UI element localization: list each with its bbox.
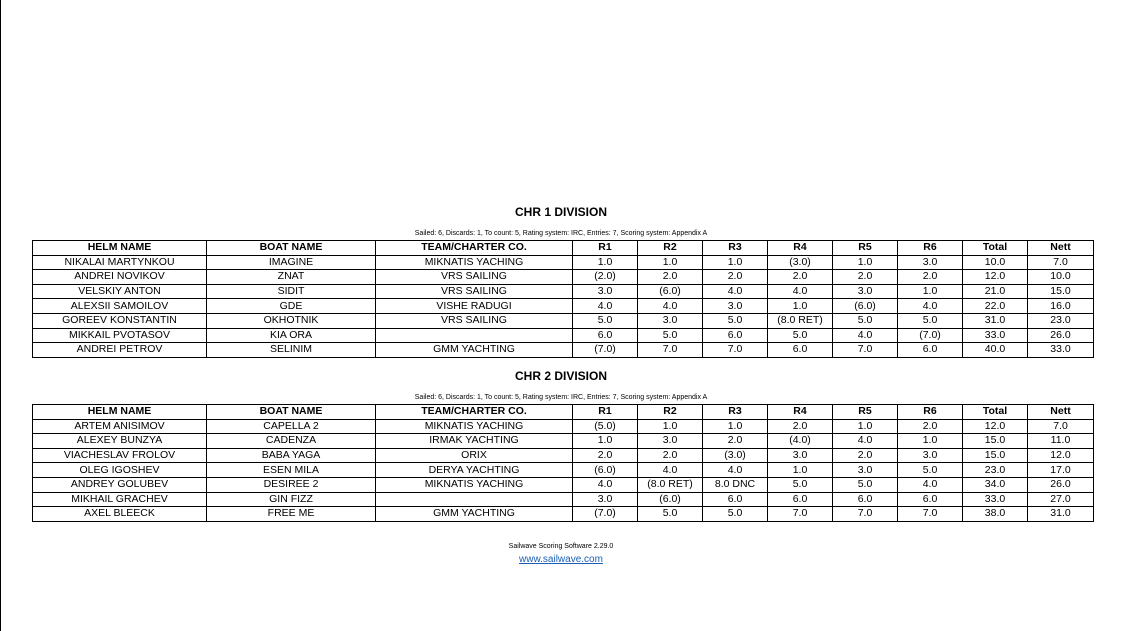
table-cell: 3.0 — [833, 463, 898, 478]
division-1-title: CHR 1 DIVISION — [514, 205, 607, 219]
table-cell: 5.0 — [898, 313, 963, 328]
table-cell: GMM YACHTING — [376, 507, 573, 522]
table-cell: 6.0 — [768, 343, 833, 358]
table-cell: 15.0 — [1028, 284, 1094, 299]
table-cell: (4.0) — [768, 434, 833, 449]
table-cell: 6.0 — [703, 328, 768, 343]
table-cell: 3.0 — [833, 284, 898, 299]
table-cell: IMAGINE — [207, 255, 376, 270]
table-cell — [376, 328, 573, 343]
column-header: R6 — [898, 241, 963, 256]
table-cell: VRS SAILING — [376, 284, 573, 299]
table-cell: 5.0 — [833, 477, 898, 492]
table-cell: 1.0 — [573, 434, 638, 449]
table-cell: 15.0 — [963, 434, 1028, 449]
table-cell: GOREEV KONSTANTIN — [33, 313, 207, 328]
table-cell: 7.0 — [898, 507, 963, 522]
table-cell: BABA YAGA — [207, 448, 376, 463]
table-cell: (7.0) — [573, 343, 638, 358]
table-cell: MIKKAIL PVOTASOV — [33, 328, 207, 343]
column-header: HELM NAME — [33, 241, 207, 256]
table-cell: 10.0 — [963, 255, 1028, 270]
table-cell: 4.0 — [703, 463, 768, 478]
table-cell: 3.0 — [898, 448, 963, 463]
table-cell: 3.0 — [573, 492, 638, 507]
table-cell: OKHOTNIK — [207, 313, 376, 328]
table-cell: 2.0 — [898, 419, 963, 434]
table-cell: (8.0 RET) — [638, 477, 703, 492]
table-row — [33, 492, 1094, 507]
table-row — [33, 419, 1094, 434]
table-cell: 4.0 — [768, 284, 833, 299]
column-header: Nett — [1028, 405, 1094, 420]
table-cell: 4.0 — [573, 299, 638, 314]
table-cell: 34.0 — [963, 477, 1028, 492]
table-cell: ANDREY GOLUBEV — [33, 477, 207, 492]
table-cell: 4.0 — [898, 477, 963, 492]
table-row — [33, 255, 1094, 270]
table-cell: 5.0 — [898, 463, 963, 478]
column-header: R5 — [833, 405, 898, 420]
table-cell: 7.0 — [833, 507, 898, 522]
column-header: R1 — [573, 405, 638, 420]
table-cell: SIDIT — [207, 284, 376, 299]
table-row — [33, 284, 1094, 299]
table-cell: 5.0 — [768, 328, 833, 343]
table-cell: 7.0 — [1028, 255, 1094, 270]
table-cell: 2.0 — [573, 448, 638, 463]
table-cell: 12.0 — [963, 419, 1028, 434]
table-row — [33, 270, 1094, 285]
table-cell: 33.0 — [963, 492, 1028, 507]
table-cell: 3.0 — [573, 284, 638, 299]
table-row — [33, 343, 1094, 358]
column-header: R2 — [638, 241, 703, 256]
table-cell: GMM YACHTING — [376, 343, 573, 358]
table-cell: 5.0 — [638, 328, 703, 343]
table-row — [33, 313, 1094, 328]
table-cell: 2.0 — [703, 270, 768, 285]
table-cell: ORIX — [376, 448, 573, 463]
table-cell: VIACHESLAV FROLOV — [33, 448, 207, 463]
division-1-summary: Sailed: 6, Discards: 1, To count: 5, Rating system: IRC, Entries: 7, Scoring system: Appendix A — [414, 230, 708, 237]
division-1-results-table — [32, 240, 1094, 358]
division-2-title: CHR 2 DIVISION — [514, 369, 607, 383]
table-cell: 26.0 — [1028, 328, 1094, 343]
table-cell: (7.0) — [573, 507, 638, 522]
table-cell: KIA ORA — [207, 328, 376, 343]
table-cell: 27.0 — [1028, 492, 1094, 507]
table-cell: VRS SAILING — [376, 270, 573, 285]
table-cell: 1.0 — [638, 419, 703, 434]
table-cell: 4.0 — [833, 434, 898, 449]
table-cell: 6.0 — [703, 492, 768, 507]
results-header-row — [33, 241, 1094, 256]
column-header: R4 — [768, 405, 833, 420]
table-cell: ARTEM ANISIMOV — [33, 419, 207, 434]
table-cell: 4.0 — [638, 463, 703, 478]
table-row — [33, 434, 1094, 449]
table-cell: VELSKIY ANTON — [33, 284, 207, 299]
table-cell: 23.0 — [1028, 313, 1094, 328]
table-cell: GIN FIZZ — [207, 492, 376, 507]
sailwave-link[interactable]: www.sailwave.com — [519, 554, 603, 565]
table-cell: 6.0 — [573, 328, 638, 343]
table-cell: 4.0 — [833, 328, 898, 343]
table-cell: 7.0 — [768, 507, 833, 522]
table-cell: (2.0) — [573, 270, 638, 285]
table-cell: 12.0 — [1028, 448, 1094, 463]
column-header: R3 — [703, 405, 768, 420]
table-cell: (3.0) — [703, 448, 768, 463]
table-cell: ZNAT — [207, 270, 376, 285]
division-2-summary: Sailed: 6, Discards: 1, To count: 5, Rating system: IRC, Entries: 7, Scoring system: Appendix A — [414, 394, 708, 401]
table-cell: 23.0 — [963, 463, 1028, 478]
table-cell: 6.0 — [898, 492, 963, 507]
table-cell: (6.0) — [573, 463, 638, 478]
table-cell: 26.0 — [1028, 477, 1094, 492]
table-cell — [376, 492, 573, 507]
table-cell: (8.0 RET) — [768, 313, 833, 328]
table-cell: (6.0) — [638, 492, 703, 507]
table-cell: 38.0 — [963, 507, 1028, 522]
table-cell: 1.0 — [703, 255, 768, 270]
table-cell: 1.0 — [703, 419, 768, 434]
table-cell: 1.0 — [833, 419, 898, 434]
table-cell: 3.0 — [638, 434, 703, 449]
table-cell: VISHE RADUGI — [376, 299, 573, 314]
table-cell: 2.0 — [703, 434, 768, 449]
table-cell: 10.0 — [1028, 270, 1094, 285]
table-cell: 31.0 — [1028, 507, 1094, 522]
table-cell: 1.0 — [573, 255, 638, 270]
column-header: BOAT NAME — [207, 241, 376, 256]
table-cell: 2.0 — [638, 448, 703, 463]
table-cell: ANDREI NOVIKOV — [33, 270, 207, 285]
table-cell: 21.0 — [963, 284, 1028, 299]
table-cell: 8.0 DNC — [703, 477, 768, 492]
column-header: R6 — [898, 405, 963, 420]
table-row — [33, 448, 1094, 463]
table-cell: 2.0 — [768, 270, 833, 285]
table-cell: (6.0) — [638, 284, 703, 299]
table-cell: MIKNATIS YACHING — [376, 255, 573, 270]
table-row — [33, 299, 1094, 314]
table-cell: 1.0 — [768, 463, 833, 478]
table-cell: 40.0 — [963, 343, 1028, 358]
table-cell: 5.0 — [703, 313, 768, 328]
table-cell: NIKALAI MARTYNKOU — [33, 255, 207, 270]
table-cell: 3.0 — [768, 448, 833, 463]
table-cell: 1.0 — [898, 284, 963, 299]
column-header: R4 — [768, 241, 833, 256]
table-cell: 15.0 — [963, 448, 1028, 463]
table-cell: 5.0 — [638, 507, 703, 522]
table-cell: DESIREE 2 — [207, 477, 376, 492]
table-cell: 11.0 — [1028, 434, 1094, 449]
table-cell: 33.0 — [1028, 343, 1094, 358]
table-cell: 4.0 — [638, 299, 703, 314]
results-header-row — [33, 405, 1094, 420]
table-cell: 7.0 — [703, 343, 768, 358]
division-2-results-table — [32, 404, 1094, 522]
table-cell: 2.0 — [833, 448, 898, 463]
table-cell: (3.0) — [768, 255, 833, 270]
table-cell: 31.0 — [963, 313, 1028, 328]
column-header: R3 — [703, 241, 768, 256]
table-cell: 4.0 — [573, 477, 638, 492]
table-cell: 6.0 — [833, 492, 898, 507]
table-cell: 7.0 — [833, 343, 898, 358]
table-cell: 4.0 — [703, 284, 768, 299]
table-cell: 1.0 — [898, 434, 963, 449]
table-cell: 2.0 — [768, 419, 833, 434]
table-cell: (6.0) — [833, 299, 898, 314]
table-cell: ANDREI PETROV — [33, 343, 207, 358]
table-cell: 2.0 — [898, 270, 963, 285]
table-cell: 16.0 — [1028, 299, 1094, 314]
table-cell: VRS SAILING — [376, 313, 573, 328]
table-cell: 6.0 — [768, 492, 833, 507]
column-header: Total — [963, 241, 1028, 256]
column-header: BOAT NAME — [207, 405, 376, 420]
table-cell: MIKHAIL GRACHEV — [33, 492, 207, 507]
table-cell: 5.0 — [768, 477, 833, 492]
table-cell: DERYA YACHTING — [376, 463, 573, 478]
table-cell: OLEG IGOSHEV — [33, 463, 207, 478]
table-cell: 2.0 — [638, 270, 703, 285]
column-header: R1 — [573, 241, 638, 256]
column-header: Nett — [1028, 241, 1094, 256]
table-cell: MIKNATIS YACHING — [376, 419, 573, 434]
column-header: HELM NAME — [33, 405, 207, 420]
table-cell: 3.0 — [638, 313, 703, 328]
table-cell: 12.0 — [963, 270, 1028, 285]
page-left-border — [0, 0, 1, 631]
column-header: Total — [963, 405, 1028, 420]
table-cell: 22.0 — [963, 299, 1028, 314]
table-cell: 5.0 — [573, 313, 638, 328]
table-row — [33, 328, 1094, 343]
table-cell: SELINIM — [207, 343, 376, 358]
table-cell: MIKNATIS YACHING — [376, 477, 573, 492]
table-cell: 3.0 — [703, 299, 768, 314]
table-cell: 3.0 — [898, 255, 963, 270]
table-cell: FREE ME — [207, 507, 376, 522]
table-cell: ESEN MILA — [207, 463, 376, 478]
table-cell: ALEXEY BUNZYA — [33, 434, 207, 449]
column-header: R2 — [638, 405, 703, 420]
table-cell: CADENZA — [207, 434, 376, 449]
table-cell: 2.0 — [833, 270, 898, 285]
table-cell: IRMAK YACHTING — [376, 434, 573, 449]
table-row — [33, 477, 1094, 492]
column-header: R5 — [833, 241, 898, 256]
table-cell: 1.0 — [768, 299, 833, 314]
column-header: TEAM/CHARTER CO. — [376, 241, 573, 256]
table-row — [33, 463, 1094, 478]
table-cell: 17.0 — [1028, 463, 1094, 478]
table-cell: 6.0 — [898, 343, 963, 358]
table-row — [33, 507, 1094, 522]
table-cell: 5.0 — [703, 507, 768, 522]
table-cell: 1.0 — [833, 255, 898, 270]
table-cell: 7.0 — [638, 343, 703, 358]
column-header: TEAM/CHARTER CO. — [376, 405, 573, 420]
table-cell: CAPELLA 2 — [207, 419, 376, 434]
software-credit: Sailwave Scoring Software 2.29.0 — [508, 543, 614, 550]
table-cell: (5.0) — [573, 419, 638, 434]
table-cell: (7.0) — [898, 328, 963, 343]
table-cell: AXEL BLEECK — [33, 507, 207, 522]
table-cell: 5.0 — [833, 313, 898, 328]
table-cell: 4.0 — [898, 299, 963, 314]
table-cell: 33.0 — [963, 328, 1028, 343]
table-cell: 1.0 — [638, 255, 703, 270]
table-cell: GDE — [207, 299, 376, 314]
table-cell: ALEXSII SAMOILOV — [33, 299, 207, 314]
table-cell: 7.0 — [1028, 419, 1094, 434]
